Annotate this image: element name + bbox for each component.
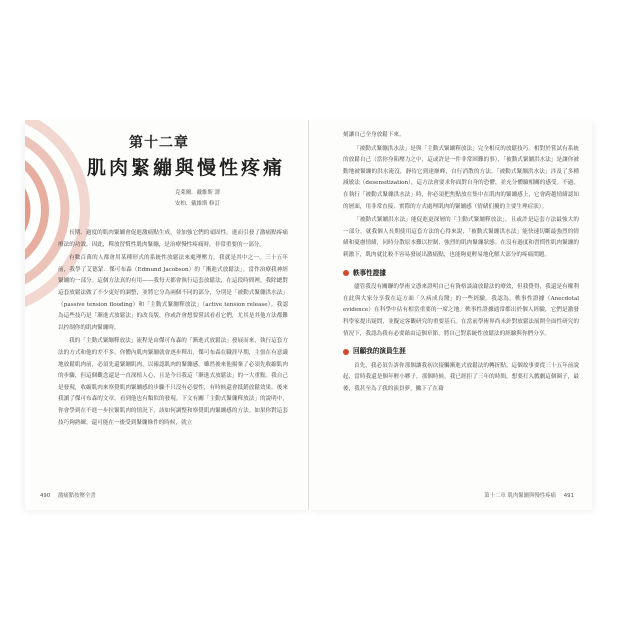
paragraph: 有數百萬的人都會用某種形式的系統性放鬆法來處理壓力，我就是其中之一。三十五年前，我學了艾德蒙．傑可布森（Edmund Jacobson）的「漸進式放鬆法」。當作治療我神經緊繃的一部分。這個方法真的有用——我每天都會執行這套放鬆法，在這段時間裡，我除總對這套放鬆法做了不少更好的調整，並將它分為兩個不同的部分，分別是「被動式緊繃洪水法」（passive tension flooding）和「主動式緊繃釋放法」（active tension release）。我認為這些技巧是「漸進式放鬆法」的改良版，你或許會想要嘗試看看它們，尤其是其他方法都難以控制你的肌肉緊繃時。 <box>58 255 288 331</box>
page-number: 490 <box>40 493 51 499</box>
paragraph: 儘管我沒有關聯的學術文憑來證明自己有資格談論放鬆法的療效，但我覺得，我還是有權利在此與大家分享我在這方面「久病成良醫」的一些經驗。我認為，軼事性證據（Anecdotal evidence）在科學中佔有相當重要的一席之地。軼事性證據通常都出於個人經驗，它們是激發科學家提出疑問，並擬定客觀研究的重要基石。在當前學術界尚未針對放鬆法展開全面性研究的情況下，我認為我有必要藉由這個章節，將自己對系統性放鬆法的經驗與你們分享。 <box>343 284 579 337</box>
paragraph: 我的「主動式緊繃釋放法」流程是由傑可布森的「漸進式放鬆法」發展而來，執行這套方法的方式和他的差不多。你體內肌肉緊繃就會逐步釋出，傑可布森在職涯早期，主張在有意識地放鬆肌肉前，必須先還緊繃肌肉，以確認肌肉的緊繃感。雖然後來他揚棄了必須先收縮肌肉的步驟，但這個觀念還是一直深植人心，且是今日我這「漸進式放鬆法」的一大重點。我自己是發現，收縮肌肉來察覺肌肉緊繃感的步驟不只沒有必要性，有時候還會抵銷放鬆效果。後來我讀了傑可布森的文章，看到他也有類似的發現。下文有關「主動式緊繃釋放法」的說明中，你會學到在不進一步拉緊肌肉的情況下，該如何調整和察覺肌肉緊繃感的方法。如果你對這套技巧夠熟練，還可能在一後受到緊繃條件的時候，就立 <box>58 338 288 426</box>
running-title: 激痛點按壓全書 <box>58 493 96 499</box>
page-number: 491 <box>563 493 574 499</box>
credits <box>175 188 220 210</box>
chapter-number: 第十二章 <box>129 135 189 151</box>
bullet-dot-icon <box>343 270 349 276</box>
paragraph: 「被動式緊繃洪水法」是與「主動式緊繃釋放法」完全相反的放鬆技巧。相對於嘗試有系統的放鬆自己（當你身陷壓力之中，這或許是一件非常困難的事），「被動式緊繃洪水法」是讓你被動地被緊繃的洪水淹沒，靜待它到達巔峰，自行消散的方法。「被動式緊繃洪水法」涉及了多種減敏法（desensitization），這方法會要求你面對自身的恐懼，並充分體驗相關的感受。不過，在執行「被動式緊繃洪水法」時，你必須把焦點放在集中在肌肉的緊繃感上，它會跨越情緒認知的層面，用非常直接、實際的方式處理肌肉的緊繃感（情緒们擾的主要生理症狀）。 <box>343 145 579 210</box>
section-title: 回顧我的演員生涯 <box>353 347 406 356</box>
section-heading-career <box>343 346 579 358</box>
running-title: 第十二章 肌肉緊繃與慢性疼痛 <box>484 493 556 499</box>
section-title: 軼事性證據 <box>353 268 386 277</box>
section-heading-anecdotal <box>343 268 579 280</box>
bullet-dot-icon <box>343 349 349 355</box>
credits-reviser: 安柏．戴維斯 修訂 <box>175 201 220 207</box>
paragraph: 首先，我必須告訴你那個讓我初次接觸漸進式放鬆法的轉折點。這個故事要從三十五年前說起，當時我還是個年輕小夥子，那個時候，我已經拒了三年的時間，想要打入戲劇這個圈子，最後，我甚至為了我的演員夢，撇下了在藉 <box>343 362 579 392</box>
right-body-text <box>343 130 579 397</box>
right-page <box>309 120 592 510</box>
paragraph: 長期、過度的肌肉緊繃會促進激痛點生成，並加強它們的頑固性。進而引發了激痛點疼痛療法的功效。因此，釋放習慣性肌肉緊繃，是治療慢性疼痛時，非常重要的一部分。 <box>58 230 288 248</box>
right-footer <box>478 491 574 499</box>
left-body-text <box>58 228 288 431</box>
paragraph: 刻讓自己全身放鬆下來。 <box>343 132 405 138</box>
left-footer <box>40 491 102 499</box>
paragraph: 「被動式緊繃洪水法」能促進更深層的「主動式緊繃釋放法」，且或許是這套方法最強大的一部分。就我個人長期使用這套方法的心得來說，「被動式緊繃洪水法」能快速切斷最強烈的情緒和憂慮情緒，同時分散原本難以控制、強烈的肌肉緊繃狀態。在沒有過度和習慣性肌肉緊繃的刺激下，肌肉就比較不容易發展出激痛點，也能夠更輕易地化解大部分的疼痛問題。 <box>343 217 579 258</box>
left-page <box>25 120 309 510</box>
credits-translator: 克萊爾．戴維斯 譯 <box>175 190 220 196</box>
chapter-title: 肌肉緊繃與慢性疼痛 <box>87 157 286 179</box>
